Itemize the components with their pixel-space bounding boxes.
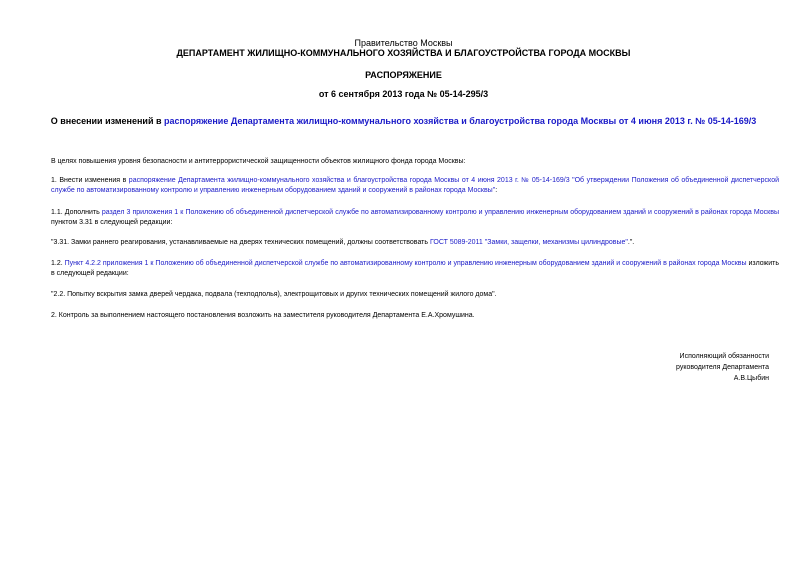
quote-3-31-prefix: "3.31. Замки раннего реагирования, устанавливаемые на дверях технических помещений, должны соответствовать <box>51 239 430 246</box>
paragraph-1-2-prefix: 1.2. <box>51 260 65 267</box>
quote-2-2: "2.2. Попытку вскрытия замка дверей чердака, подвала (техподполья), электрощитовых и других технических помещений жилого дома". <box>51 291 497 298</box>
paragraph-1-1 <box>40 208 779 228</box>
signature-name: А.В.Цыбин <box>733 375 769 382</box>
paragraph-1-2-suffix: изложить в следующей редакции: <box>51 260 779 277</box>
paragraph-2: 2. Контроль за выполнением настоящего постановления возложить на заместителя руководителя Департамента Е.А.Хромушина. <box>51 312 475 319</box>
department-name: ДЕПАРТАМЕНТ ЖИЛИЩНО-КОММУНАЛЬНОГО ХОЗЯЙСТВА И БЛАГОУСТРОЙСТВА ГОРОДА МОСКВЫ <box>176 48 631 58</box>
signature-position: Исполняющий обязанности <box>679 353 769 360</box>
paragraph-1 <box>40 176 779 196</box>
document-date-number: от 6 сентября 2013 года № 05-14-295/3 <box>318 89 489 99</box>
title-prefix: О внесении изменений в <box>50 116 165 126</box>
paragraph-1-1-suffix: пунктом 3.31 в следующей редакции: <box>51 219 173 226</box>
gost-link[interactable]: ГОСТ 5089-2011 "Замки, защелки, механизмы цилиндровые" <box>429 239 628 246</box>
signature-department: руководителя Департамента <box>676 364 769 371</box>
document-type: РАСПОРЯЖЕНИЕ <box>365 70 442 80</box>
paragraph-1-1-link[interactable]: раздел 3 приложения 1 к Положению об объединенной диспетчерской службе по автоматизированному контролю и управлению инженерным оборудованием зданий и сооружений в районах города Москвы <box>101 209 779 216</box>
paragraph-1-1-prefix: 1.1. Дополнить <box>51 209 102 216</box>
intro-paragraph: В целях повышения уровня безопасности и антитеррористической защищенности объектов жилищного фонда города Москвы: <box>51 158 466 165</box>
paragraph-1-link[interactable]: распоряжение Департамента жилищно-коммунального хозяйства и благоустройства города Москвы от 4 июня 2013 г. № 05-14-169/3 "Об утверждении Положения об объединенной диспетчерской службе по автоматизированному контролю и управлению инженерным оборудованием зданий и сооружений в районах города Москвы" <box>51 177 779 194</box>
paragraph-1-2-link[interactable]: Пункт 4.2.2 приложения 1 к Положению об объединенной диспетчерской службе по автоматизированному контролю и управлению инженерным оборудованием зданий и сооружений в районах города Москвы <box>64 260 747 267</box>
quote-3-31 <box>40 238 779 248</box>
government-name: Правительство Москвы <box>354 38 453 48</box>
quote-3-31-suffix: .". <box>627 239 635 246</box>
paragraph-1-suffix: : <box>495 187 498 194</box>
title-link[interactable]: распоряжение Департамента жилищно-коммунального хозяйства и благоустройства города Москвы от 4 июня 2013 г. № 05-14-169/3 <box>164 116 757 126</box>
paragraph-1-prefix: 1. Внести изменения в <box>51 177 129 184</box>
document-title <box>0 116 807 126</box>
paragraph-1-2 <box>40 259 779 279</box>
